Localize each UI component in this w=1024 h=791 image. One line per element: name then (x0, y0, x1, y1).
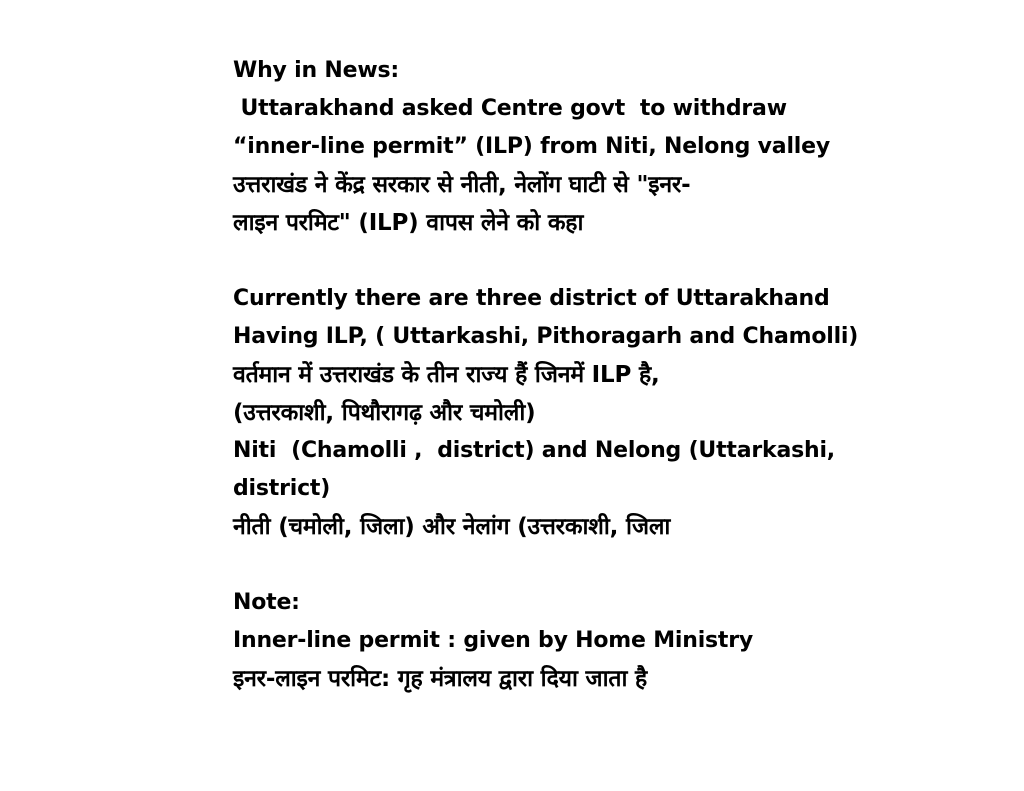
news-heading: Why in News: (233, 58, 399, 83)
slide-text-body (233, 52, 933, 698)
current-line-hindi-1: वर्तमान में उत्तराखंड के तीन राज्य हैं जिनमें ILP है, (233, 362, 660, 388)
paragraph-gap (233, 242, 933, 280)
news-line-hindi-1: उत्तराखंड ने केंद्र सरकार से नीती, नेलोंग घाटी से "इनर- (233, 172, 691, 198)
news-line-1: Uttarakhand asked Centre govt to withdraw (233, 96, 787, 121)
current-line-hindi-2: (उत्तरकाशी, पिथौरागढ़ और चमोली) (233, 400, 536, 426)
news-line-hindi-2: लाइन परमिट" (ILP) वापस लेने को कहा (233, 210, 584, 236)
current-line-1: Currently there are three district of Uttarakhand (233, 286, 830, 311)
current-line-2: Having ILP, ( Uttarkashi, Pithoragarh and Chamolli) (233, 324, 859, 349)
paragraph-gap (233, 546, 933, 584)
note-line-1: Inner-line permit : given by Home Ministry (233, 628, 754, 653)
note-line-hindi-1: इनर-लाइन परमिट: गृह मंत्रालय द्वारा दिया जाता है (233, 666, 648, 692)
current-line-4: district) (233, 476, 331, 501)
current-line-3: Niti (Chamolli , district) and Nelong (Uttarkashi, (233, 438, 835, 463)
current-line-hindi-3: नीती (चमोली, जिला) और नेलांग (उत्तरकाशी, जिला (233, 514, 671, 540)
news-line-2: “inner-line permit” (ILP) from Niti, Nelong valley (233, 134, 830, 159)
note-heading: Note: (233, 590, 300, 615)
